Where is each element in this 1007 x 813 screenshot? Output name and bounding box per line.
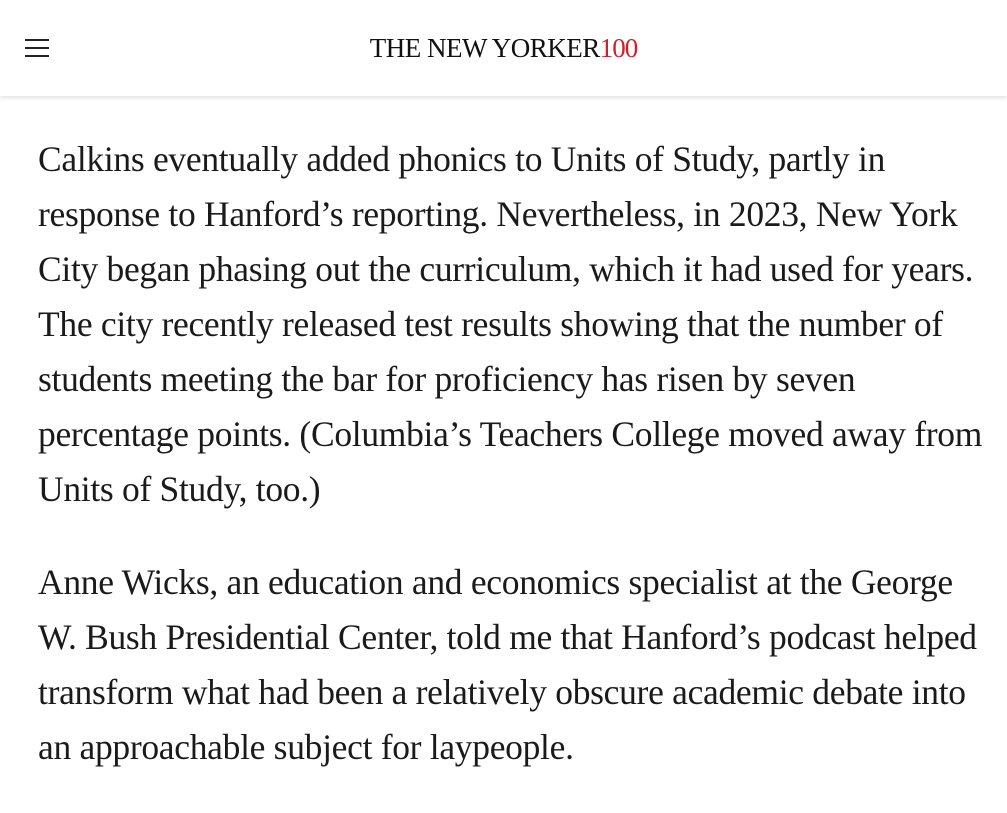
logo-wordmark: THE NEW YORKER <box>369 33 600 63</box>
article-paragraph: Calkins eventually added phonics to Units of Study, partly in response to Hanford’s reporting. Nevertheless, in 2023, New York City began phasing out the curriculum, which it had used for years. The city recently released test results showing that the number of students meeting the bar for proficiency has risen by seven percentage points. (Columbia’s Teachers College moved away from Units of Study, too.) <box>38 139 983 509</box>
article-paragraph: Anne Wicks, an education and economics specialist at the George W. Bush Presidential Center, told me that Hanford’s podcast helped transform what had been a relatively obscure academic debate into an approachable subject for laypeople. <box>38 562 977 767</box>
site-logo[interactable] <box>0 30 1007 66</box>
logo-centennial: 100 <box>599 33 638 63</box>
site-header <box>0 0 1007 96</box>
article-body <box>38 132 988 813</box>
